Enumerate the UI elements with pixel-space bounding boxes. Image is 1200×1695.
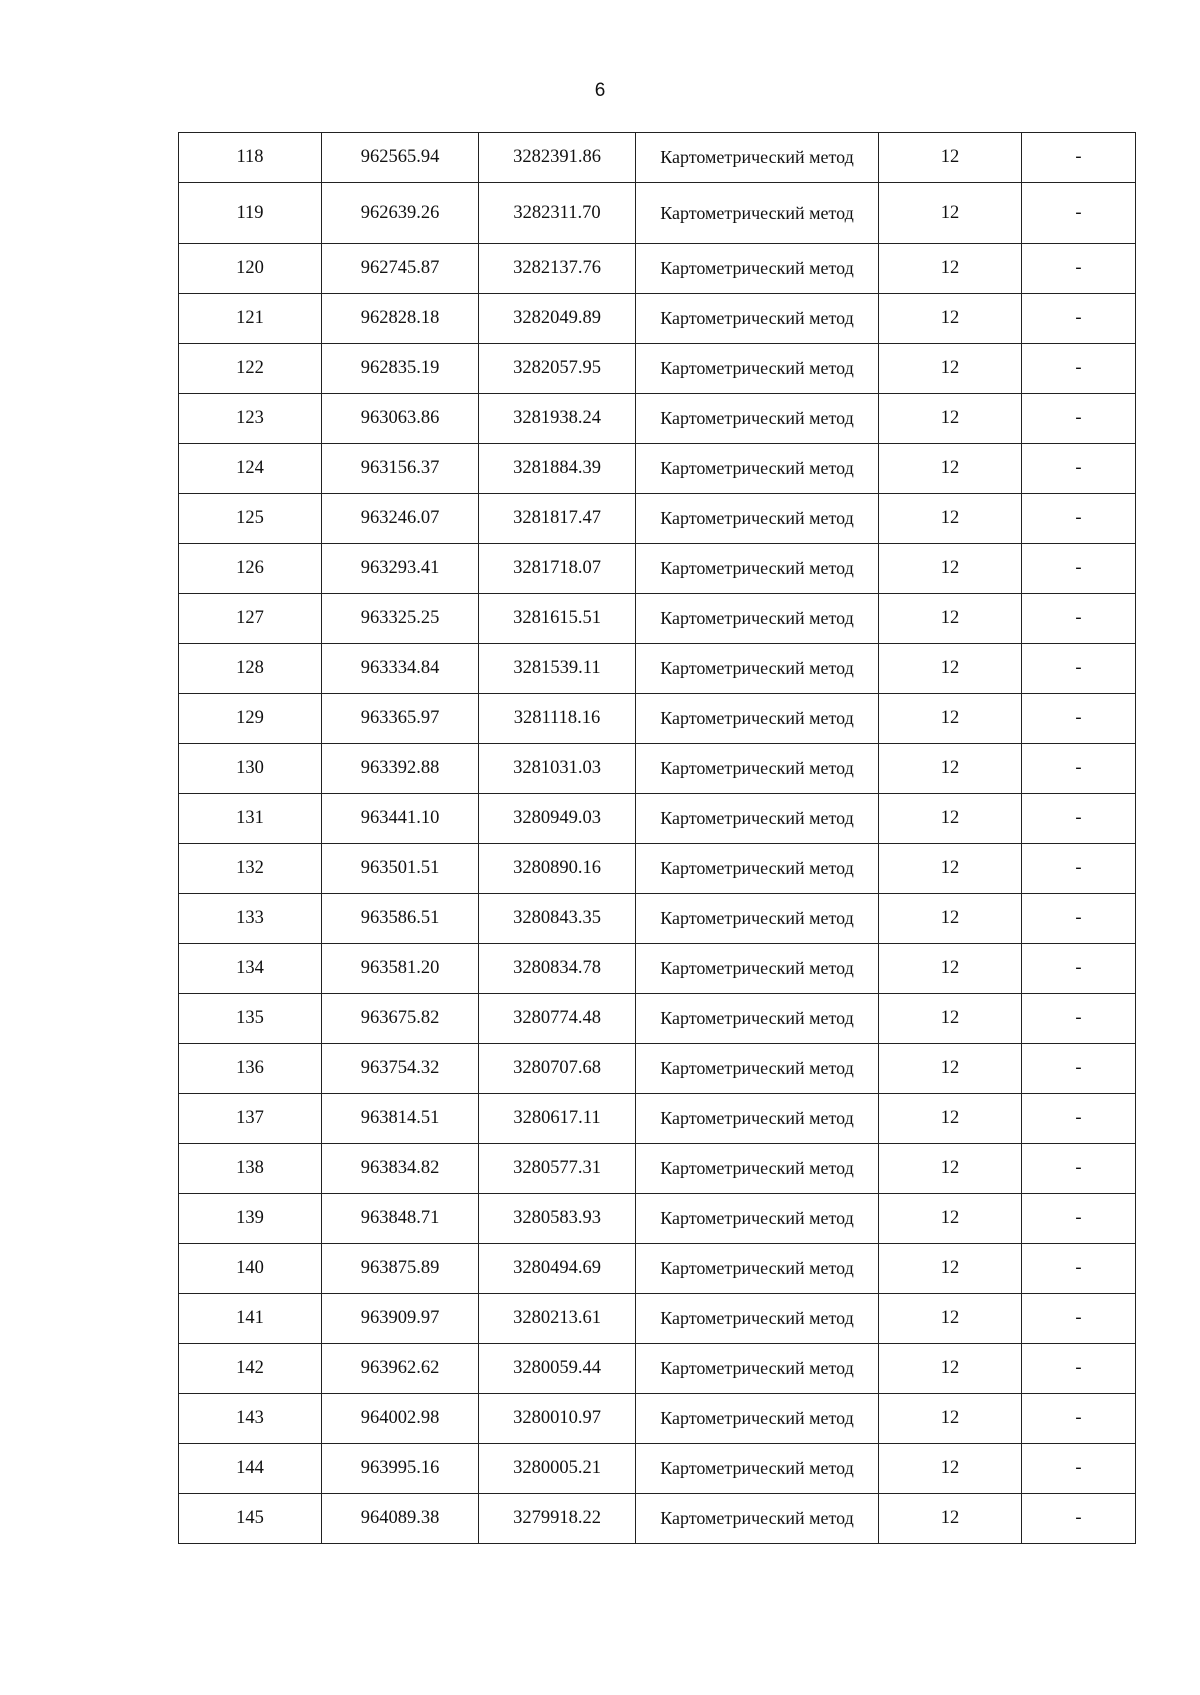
- description-cell: -: [1022, 1494, 1136, 1544]
- y-coordinate-cell: 3281817.47: [479, 494, 636, 544]
- method-cell: Картометрический метод: [636, 183, 879, 244]
- table-row: [179, 1344, 1136, 1394]
- table-row: [179, 694, 1136, 744]
- table-row: [179, 133, 1136, 183]
- method-cell: Картометрический метод: [636, 1494, 879, 1544]
- error-cell: 12: [879, 1044, 1022, 1094]
- point-number-cell: 120: [179, 244, 322, 294]
- table-row: [179, 1044, 1136, 1094]
- method-cell: Картометрический метод: [636, 794, 879, 844]
- description-cell: -: [1022, 1294, 1136, 1344]
- error-cell: 12: [879, 394, 1022, 444]
- x-coordinate-cell: 963156.37: [322, 444, 479, 494]
- x-coordinate-cell: 962828.18: [322, 294, 479, 344]
- point-number-cell: 138: [179, 1144, 322, 1194]
- coordinates-table-body: [179, 133, 1136, 1544]
- error-cell: 12: [879, 744, 1022, 794]
- method-cell: Картометрический метод: [636, 744, 879, 794]
- description-cell: -: [1022, 494, 1136, 544]
- y-coordinate-cell: 3280577.31: [479, 1144, 636, 1194]
- error-cell: 12: [879, 344, 1022, 394]
- error-cell: 12: [879, 544, 1022, 594]
- table-row: [179, 244, 1136, 294]
- y-coordinate-cell: 3280617.11: [479, 1094, 636, 1144]
- description-cell: -: [1022, 744, 1136, 794]
- table-row: [179, 1294, 1136, 1344]
- point-number-cell: 126: [179, 544, 322, 594]
- coordinates-table: [178, 132, 1136, 1544]
- description-cell: -: [1022, 394, 1136, 444]
- error-cell: 12: [879, 1344, 1022, 1394]
- table-row: [179, 294, 1136, 344]
- method-cell: Картометрический метод: [636, 844, 879, 894]
- description-cell: -: [1022, 944, 1136, 994]
- point-number-cell: 130: [179, 744, 322, 794]
- y-coordinate-cell: 3280707.68: [479, 1044, 636, 1094]
- error-cell: 12: [879, 1444, 1022, 1494]
- description-cell: -: [1022, 694, 1136, 744]
- table-row: [179, 594, 1136, 644]
- y-coordinate-cell: 3282137.76: [479, 244, 636, 294]
- point-number-cell: 119: [179, 183, 322, 244]
- x-coordinate-cell: 962835.19: [322, 344, 479, 394]
- error-cell: 12: [879, 644, 1022, 694]
- table-row: [179, 183, 1136, 244]
- x-coordinate-cell: 963754.32: [322, 1044, 479, 1094]
- point-number-cell: 121: [179, 294, 322, 344]
- page-number: 6: [594, 80, 606, 101]
- error-cell: 12: [879, 1144, 1022, 1194]
- error-cell: 12: [879, 294, 1022, 344]
- table-row: [179, 844, 1136, 894]
- table-row: [179, 944, 1136, 994]
- x-coordinate-cell: 963675.82: [322, 994, 479, 1044]
- description-cell: -: [1022, 183, 1136, 244]
- point-number-cell: 141: [179, 1294, 322, 1344]
- error-cell: 12: [879, 1094, 1022, 1144]
- point-number-cell: 127: [179, 594, 322, 644]
- y-coordinate-cell: 3280059.44: [479, 1344, 636, 1394]
- error-cell: 12: [879, 994, 1022, 1044]
- y-coordinate-cell: 3282057.95: [479, 344, 636, 394]
- point-number-cell: 122: [179, 344, 322, 394]
- y-coordinate-cell: 3281938.24: [479, 394, 636, 444]
- description-cell: -: [1022, 894, 1136, 944]
- method-cell: Картометрический метод: [636, 294, 879, 344]
- point-number-cell: 123: [179, 394, 322, 444]
- table-row: [179, 644, 1136, 694]
- point-number-cell: 137: [179, 1094, 322, 1144]
- x-coordinate-cell: 963325.25: [322, 594, 479, 644]
- x-coordinate-cell: 963848.71: [322, 1194, 479, 1244]
- method-cell: Картометрический метод: [636, 1394, 879, 1444]
- description-cell: -: [1022, 994, 1136, 1044]
- y-coordinate-cell: 3280890.16: [479, 844, 636, 894]
- method-cell: Картометрический метод: [636, 1244, 879, 1294]
- method-cell: Картометрический метод: [636, 1294, 879, 1344]
- point-number-cell: 134: [179, 944, 322, 994]
- point-number-cell: 132: [179, 844, 322, 894]
- y-coordinate-cell: 3281615.51: [479, 594, 636, 644]
- point-number-cell: 125: [179, 494, 322, 544]
- description-cell: -: [1022, 544, 1136, 594]
- y-coordinate-cell: 3280494.69: [479, 1244, 636, 1294]
- y-coordinate-cell: 3281031.03: [479, 744, 636, 794]
- point-number-cell: 135: [179, 994, 322, 1044]
- description-cell: -: [1022, 444, 1136, 494]
- description-cell: -: [1022, 133, 1136, 183]
- error-cell: 12: [879, 844, 1022, 894]
- error-cell: 12: [879, 1194, 1022, 1244]
- description-cell: -: [1022, 344, 1136, 394]
- x-coordinate-cell: 963293.41: [322, 544, 479, 594]
- error-cell: 12: [879, 594, 1022, 644]
- y-coordinate-cell: 3280005.21: [479, 1444, 636, 1494]
- table-row: [179, 544, 1136, 594]
- method-cell: Картометрический метод: [636, 944, 879, 994]
- y-coordinate-cell: 3282391.86: [479, 133, 636, 183]
- table-row: [179, 1494, 1136, 1544]
- description-cell: -: [1022, 1044, 1136, 1094]
- point-number-cell: 128: [179, 644, 322, 694]
- y-coordinate-cell: 3280010.97: [479, 1394, 636, 1444]
- table-row: [179, 1394, 1136, 1444]
- method-cell: Картометрический метод: [636, 1044, 879, 1094]
- table-row: [179, 994, 1136, 1044]
- y-coordinate-cell: 3281884.39: [479, 444, 636, 494]
- table-row: [179, 494, 1136, 544]
- y-coordinate-cell: 3282049.89: [479, 294, 636, 344]
- y-coordinate-cell: 3281718.07: [479, 544, 636, 594]
- description-cell: -: [1022, 1444, 1136, 1494]
- y-coordinate-cell: 3280213.61: [479, 1294, 636, 1344]
- y-coordinate-cell: 3281539.11: [479, 644, 636, 694]
- method-cell: Картометрический метод: [636, 1144, 879, 1194]
- point-number-cell: 139: [179, 1194, 322, 1244]
- point-number-cell: 144: [179, 1444, 322, 1494]
- x-coordinate-cell: 963995.16: [322, 1444, 479, 1494]
- x-coordinate-cell: 963875.89: [322, 1244, 479, 1294]
- x-coordinate-cell: 963962.62: [322, 1344, 479, 1394]
- point-number-cell: 124: [179, 444, 322, 494]
- point-number-cell: 136: [179, 1044, 322, 1094]
- table-row: [179, 894, 1136, 944]
- method-cell: Картометрический метод: [636, 344, 879, 394]
- point-number-cell: 118: [179, 133, 322, 183]
- table-row: [179, 394, 1136, 444]
- x-coordinate-cell: 963246.07: [322, 494, 479, 544]
- method-cell: Картометрический метод: [636, 594, 879, 644]
- x-coordinate-cell: 963365.97: [322, 694, 479, 744]
- error-cell: 12: [879, 1494, 1022, 1544]
- x-coordinate-cell: 963581.20: [322, 944, 479, 994]
- description-cell: -: [1022, 794, 1136, 844]
- y-coordinate-cell: 3280834.78: [479, 944, 636, 994]
- error-cell: 12: [879, 894, 1022, 944]
- method-cell: Картометрический метод: [636, 1444, 879, 1494]
- x-coordinate-cell: 963814.51: [322, 1094, 479, 1144]
- y-coordinate-cell: 3282311.70: [479, 183, 636, 244]
- error-cell: 12: [879, 133, 1022, 183]
- error-cell: 12: [879, 1294, 1022, 1344]
- y-coordinate-cell: 3280949.03: [479, 794, 636, 844]
- description-cell: -: [1022, 1144, 1136, 1194]
- table-row: [179, 1194, 1136, 1244]
- table-row: [179, 1244, 1136, 1294]
- point-number-cell: 131: [179, 794, 322, 844]
- x-coordinate-cell: 964002.98: [322, 1394, 479, 1444]
- description-cell: -: [1022, 244, 1136, 294]
- x-coordinate-cell: 963334.84: [322, 644, 479, 694]
- method-cell: Картометрический метод: [636, 894, 879, 944]
- method-cell: Картометрический метод: [636, 644, 879, 694]
- error-cell: 12: [879, 183, 1022, 244]
- table-row: [179, 794, 1136, 844]
- table-row: [179, 1144, 1136, 1194]
- table-row: [179, 344, 1136, 394]
- table-row: [179, 1444, 1136, 1494]
- x-coordinate-cell: 964089.38: [322, 1494, 479, 1544]
- point-number-cell: 129: [179, 694, 322, 744]
- y-coordinate-cell: 3279918.22: [479, 1494, 636, 1544]
- error-cell: 12: [879, 944, 1022, 994]
- method-cell: Картометрический метод: [636, 994, 879, 1044]
- table-row: [179, 744, 1136, 794]
- error-cell: 12: [879, 244, 1022, 294]
- x-coordinate-cell: 963441.10: [322, 794, 479, 844]
- table-row: [179, 1094, 1136, 1144]
- method-cell: Картометрический метод: [636, 244, 879, 294]
- description-cell: -: [1022, 1244, 1136, 1294]
- x-coordinate-cell: 963063.86: [322, 394, 479, 444]
- x-coordinate-cell: 963586.51: [322, 894, 479, 944]
- error-cell: 12: [879, 694, 1022, 744]
- description-cell: -: [1022, 1094, 1136, 1144]
- method-cell: Картометрический метод: [636, 494, 879, 544]
- description-cell: -: [1022, 1194, 1136, 1244]
- description-cell: -: [1022, 1394, 1136, 1444]
- x-coordinate-cell: 962565.94: [322, 133, 479, 183]
- error-cell: 12: [879, 1394, 1022, 1444]
- y-coordinate-cell: 3280774.48: [479, 994, 636, 1044]
- error-cell: 12: [879, 1244, 1022, 1294]
- method-cell: Картометрический метод: [636, 1094, 879, 1144]
- error-cell: 12: [879, 794, 1022, 844]
- description-cell: -: [1022, 1344, 1136, 1394]
- point-number-cell: 133: [179, 894, 322, 944]
- error-cell: 12: [879, 444, 1022, 494]
- method-cell: Картометрический метод: [636, 694, 879, 744]
- x-coordinate-cell: 963909.97: [322, 1294, 479, 1344]
- x-coordinate-cell: 963501.51: [322, 844, 479, 894]
- x-coordinate-cell: 962639.26: [322, 183, 479, 244]
- error-cell: 12: [879, 494, 1022, 544]
- description-cell: -: [1022, 594, 1136, 644]
- method-cell: Картометрический метод: [636, 1194, 879, 1244]
- point-number-cell: 140: [179, 1244, 322, 1294]
- table-row: [179, 444, 1136, 494]
- description-cell: -: [1022, 294, 1136, 344]
- y-coordinate-cell: 3280583.93: [479, 1194, 636, 1244]
- x-coordinate-cell: 963392.88: [322, 744, 479, 794]
- x-coordinate-cell: 962745.87: [322, 244, 479, 294]
- method-cell: Картометрический метод: [636, 444, 879, 494]
- point-number-cell: 143: [179, 1394, 322, 1444]
- description-cell: -: [1022, 644, 1136, 694]
- method-cell: Картометрический метод: [636, 394, 879, 444]
- y-coordinate-cell: 3281118.16: [479, 694, 636, 744]
- description-cell: -: [1022, 844, 1136, 894]
- method-cell: Картометрический метод: [636, 544, 879, 594]
- y-coordinate-cell: 3280843.35: [479, 894, 636, 944]
- method-cell: Картометрический метод: [636, 1344, 879, 1394]
- point-number-cell: 145: [179, 1494, 322, 1544]
- x-coordinate-cell: 963834.82: [322, 1144, 479, 1194]
- point-number-cell: 142: [179, 1344, 322, 1394]
- method-cell: Картометрический метод: [636, 133, 879, 183]
